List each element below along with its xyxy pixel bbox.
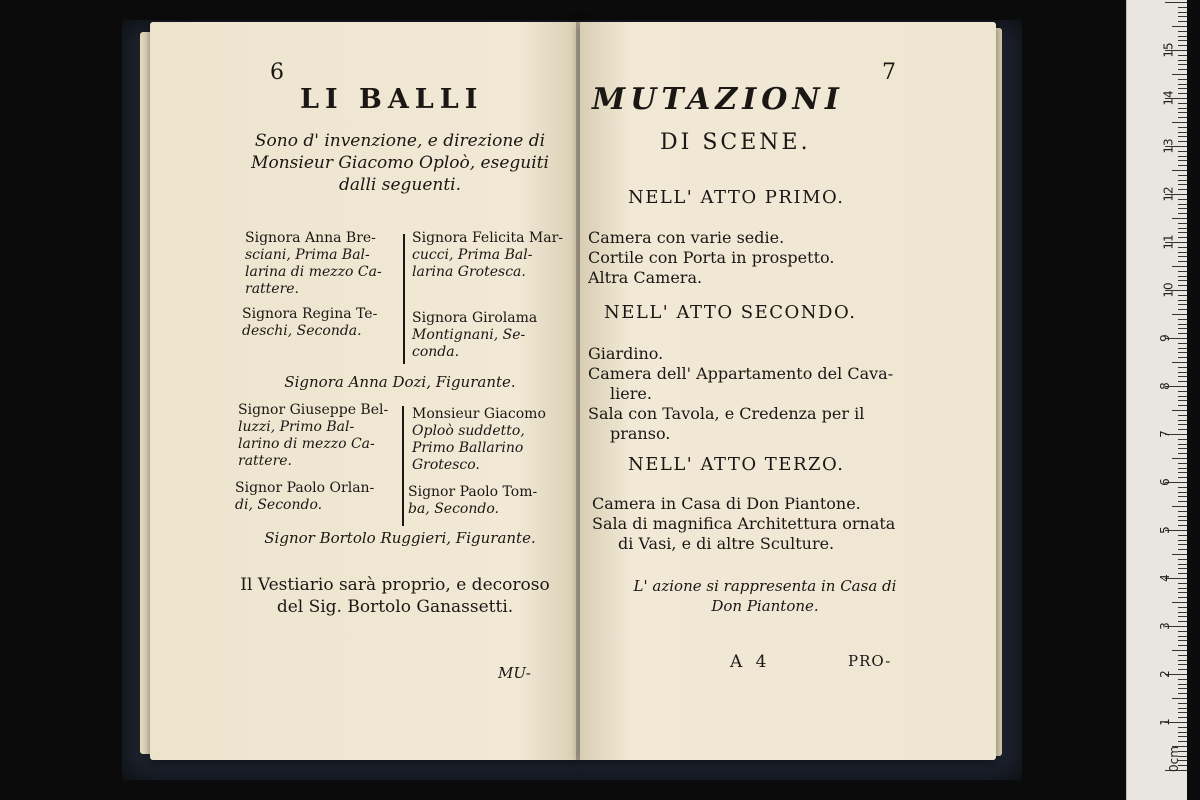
cast-line: sciani, Prima Bal- [245,247,370,263]
column-divider [403,234,405,364]
intro-line: Sono d' invenzione, e direzione di [254,131,546,151]
ruler-tick [1178,669,1187,670]
cast-line: rattere. [245,281,300,297]
ruler-tick [1178,247,1187,248]
ruler-tick [1178,439,1187,440]
intro [230,130,570,196]
ruler-tick [1178,463,1187,464]
dancer-paolo-orlandi [235,480,400,514]
ruler-tick [1172,314,1187,315]
measurement-ruler [1126,0,1187,800]
ruler-tick [1178,391,1187,392]
left-page-number: 6 [270,60,284,85]
cast-line: Montignani, Se- [412,327,526,343]
cast-line: Monsieur Giacomo [412,406,546,422]
costume-line: Il Vestiario sarà proprio, e decoroso [240,575,550,595]
scene-line: Cortile con Porta in prospetto. [588,248,835,267]
ruler-tick [1178,357,1187,358]
ruler-tick [1178,420,1187,421]
ruler-tick [1178,309,1187,310]
ruler-tick [1172,506,1187,507]
cast-line: cucci, Prima Bal- [412,247,533,263]
ruler-tick [1172,218,1187,219]
ruler-tick [1178,69,1187,70]
figurante-bortolo-ruggieri: Signor Bortolo Ruggieri, Figurante. [264,529,536,547]
ruler-tick [1178,175,1187,176]
ruler-tick [1178,520,1187,521]
costume-line: del Sig. Bortolo Ganassetti. [276,597,514,617]
ruler-tick [1178,679,1187,680]
ruler-tick [1178,540,1187,541]
ruler-tick [1178,549,1187,550]
ruler-tick [1178,232,1187,233]
ruler-tick [1178,492,1187,493]
setting-line: L' azione si rappresenta in Casa di [633,577,897,595]
scene-line: pranso. [610,424,671,443]
ruler-tick [1178,636,1187,637]
ruler-tick [1178,544,1187,545]
ruler-tick [1178,645,1187,646]
ruler-tick [1178,727,1187,728]
scene-line: di Vasi, e di altre Sculture. [618,534,835,553]
ruler-number: 2 [1157,670,1172,678]
ruler-tick [1178,117,1187,118]
ruler-tick [1178,189,1187,190]
ruler-tick [1178,136,1187,137]
cast-line: Signora Anna Bre- [245,230,376,246]
cast-line: ba, Secondo. [408,501,499,517]
ruler-tick [1178,304,1187,305]
ruler-tick [1178,237,1187,238]
signature-mark: A 4 [730,652,771,672]
intro-line: dalli seguenti. [338,175,462,195]
ruler-tick [1178,252,1187,253]
ruler-tick [1178,367,1187,368]
ruler-tick [1178,208,1187,209]
ruler-tick [1178,588,1187,589]
ruler-tick [1178,703,1187,704]
setting-note [600,576,930,616]
cast-line: Signor Giuseppe Bel- [238,402,389,418]
cast-line: luzzi, Primo Bal- [238,419,355,435]
ruler-tick [1178,55,1187,56]
cast-line: Signor Paolo Tom- [408,484,538,500]
ruler-tick [1178,741,1187,742]
act1-heading: NELL' ATTO PRIMO. [628,187,845,208]
dancer-giuseppe-belluzzi [238,402,403,470]
left-page [150,22,580,760]
ruler-tick [1172,122,1187,123]
ruler-unit: 0cm [1166,746,1181,772]
ruler-tick [1178,141,1187,142]
ruler-tick [1178,564,1187,565]
setting-line: Don Piantone. [711,597,819,615]
ruler-tick [1178,108,1187,109]
scene-line: Altra Camera. [588,268,703,287]
ruler-tick [1178,487,1187,488]
dancer-anna-bresciani [245,230,405,298]
ruler-number: 8 [1157,382,1172,390]
ruler-tick [1178,732,1187,733]
ruler-tick [1178,319,1187,320]
ruler-tick [1178,348,1187,349]
dancer-paolo-tomba [408,484,578,518]
ruler-tick [1178,429,1187,430]
ruler-tick [1178,631,1187,632]
cast-line: Signora Regina Te- [242,306,378,322]
ruler-number: 5 [1157,526,1172,534]
right-page-number: 7 [882,60,896,85]
ruler-number: 1 [1157,718,1172,726]
ruler-tick [1178,477,1187,478]
ruler-number: 12 [1161,186,1176,202]
ruler-tick [1178,597,1187,598]
ruler-tick [1178,204,1187,205]
figurante-anna-dozi: Signora Anna Dozi, Figurante. [284,373,516,391]
left-page-title: LI BALLI [300,84,484,115]
ruler-tick [1172,362,1187,363]
cast-line: larina di mezzo Ca- [245,264,382,280]
ruler-tick [1172,698,1187,699]
ruler-tick [1178,103,1187,104]
ruler-number: 3 [1157,622,1172,630]
ruler-tick [1178,112,1187,113]
ruler-tick [1178,84,1187,85]
ruler-tick [1178,7,1187,8]
scene-line: Camera in Casa di Don Piantone. [592,494,861,513]
ruler-tick [1178,535,1187,536]
ruler-tick [1172,410,1187,411]
ruler-tick [1178,333,1187,334]
ruler-tick [1178,712,1187,713]
ruler-tick [1172,170,1187,171]
left-catchword: MU- [498,664,531,682]
ruler-tick [1178,607,1187,608]
ruler-tick [1178,45,1187,46]
ruler-tick [1178,324,1187,325]
ruler-tick [1178,16,1187,17]
ruler-tick [1178,60,1187,61]
cast-line: rattere. [238,453,293,469]
ruler-tick [1178,280,1187,281]
ruler-tick [1178,372,1187,373]
ruler-tick [1178,511,1187,512]
dancer-felicita-marcucci [412,230,582,281]
dancer-girolama-montignani [412,310,582,361]
scene-line: Sala con Tavola, e Credenza per il [588,404,865,423]
ruler-tick [1178,31,1187,32]
ruler-tick [1178,448,1187,449]
act1-scenes [588,228,834,288]
ruler-tick [1178,717,1187,718]
ruler-tick [1178,213,1187,214]
scene-line: Camera con varie sedie. [588,228,785,247]
ruler-tick [1178,228,1187,229]
cast-line: conda. [412,344,460,360]
ruler-tick [1178,165,1187,166]
ruler-tick [1178,343,1187,344]
ruler-tick [1178,127,1187,128]
ruler-tick [1178,156,1187,157]
ruler-tick [1178,640,1187,641]
right-page-title: MUTAZIONI [592,82,844,117]
right-catchword: PRO- [848,652,892,670]
ruler-tick [1178,424,1187,425]
cast-line: Signora Girolama [412,310,538,326]
ruler-tick [1172,26,1187,27]
ruler-number: 13 [1161,138,1176,154]
cast-line: larino di mezzo Ca- [238,436,375,452]
ruler-tick [1178,261,1187,262]
ruler-tick [1178,223,1187,224]
ruler-tick [1178,568,1187,569]
ruler-tick [1178,328,1187,329]
ruler-number: 6 [1157,478,1172,486]
column-divider [402,406,404,526]
ruler-tick [1178,415,1187,416]
ruler-tick [1178,21,1187,22]
ruler-tick [1178,285,1187,286]
ruler-tick [1172,602,1187,603]
ruler-tick [1178,376,1187,377]
ruler-tick [1178,295,1187,296]
ruler-tick [1178,93,1187,94]
ruler-tick [1178,352,1187,353]
ruler-tick [1178,708,1187,709]
ruler-tick [1178,559,1187,560]
ruler-number: 11 [1161,234,1176,250]
cast-line: deschi, Seconda. [242,323,362,339]
ruler-tick [1178,693,1187,694]
cast-line: larina Grotesca. [412,264,526,280]
ruler-tick [1178,444,1187,445]
ruler-tick [1178,132,1187,133]
ruler-tick [1178,573,1187,574]
ruler-tick [1178,736,1187,737]
ruler-tick [1178,664,1187,665]
ruler-tick [1178,381,1187,382]
ruler-tick [1172,554,1187,555]
costume-note [220,574,570,618]
ruler-tick [1172,458,1187,459]
ruler-tick [1178,180,1187,181]
ruler-tick [1178,36,1187,37]
cast-line: Primo Ballarino [412,440,524,456]
cast-line: Grotesco. [412,457,480,473]
ruler-tick [1178,88,1187,89]
ruler-tick [1178,79,1187,80]
ruler-tick [1178,12,1187,13]
ruler-tick [1178,583,1187,584]
ruler-tick [1178,592,1187,593]
ruler-tick [1178,688,1187,689]
ruler-number: 10 [1161,282,1176,298]
ruler-tick [1178,468,1187,469]
ruler-tick [1178,472,1187,473]
ruler-tick [1178,621,1187,622]
ruler-number: 7 [1157,430,1172,438]
ruler-tick [1178,684,1187,685]
dancer-regina-tedeschi [242,306,402,340]
ruler-tick [1178,64,1187,65]
ruler-tick [1165,2,1187,3]
ruler-number: 15 [1161,42,1176,58]
ruler-tick [1178,396,1187,397]
ruler-tick [1178,501,1187,502]
cast-line: Signor Paolo Orlan- [235,480,375,496]
ruler-tick [1178,160,1187,161]
act3-heading: NELL' ATTO TERZO. [628,454,845,475]
ruler-tick [1178,453,1187,454]
ruler-tick [1178,276,1187,277]
ruler-number: 9 [1157,334,1172,342]
scene-line: Giardino. [588,344,664,363]
ruler-tick [1178,151,1187,152]
act2-heading: NELL' ATTO SECONDO. [604,302,857,323]
ruler-tick [1172,650,1187,651]
ruler-tick [1178,612,1187,613]
cast-line: Signora Felicita Mar- [412,230,563,246]
ruler-tick [1172,74,1187,75]
ruler-tick [1178,616,1187,617]
ruler-tick [1178,184,1187,185]
scene-line: Camera dell' Appartamento del Cava- [588,364,894,383]
ruler-tick [1178,400,1187,401]
ruler-tick [1172,266,1187,267]
cast-line: di, Secondo. [235,497,323,513]
intro-line: Monsieur Giacomo Oploò, eseguiti [251,153,549,173]
ruler-number: 4 [1157,574,1172,582]
right-page-subtitle: DI SCENE. [660,130,811,155]
right-page [580,22,996,760]
ruler-tick [1178,40,1187,41]
ruler-tick [1178,271,1187,272]
ruler-tick [1178,525,1187,526]
ruler-tick [1178,300,1187,301]
ruler-number: 14 [1161,90,1176,106]
act3-scenes [592,494,895,554]
cast-line: Oploò suddetto, [412,423,525,439]
ruler-tick [1178,660,1187,661]
dancer-giacomo-oploo [412,406,582,474]
scene-line: Sala di magnifica Architettura ornata [592,514,896,533]
ruler-tick [1178,516,1187,517]
act2-scenes [588,344,893,444]
ruler-tick [1178,256,1187,257]
ruler-tick [1178,655,1187,656]
scene-line: liere. [610,384,652,403]
ruler-tick [1178,496,1187,497]
ruler-tick [1178,199,1187,200]
ruler-tick [1178,405,1187,406]
